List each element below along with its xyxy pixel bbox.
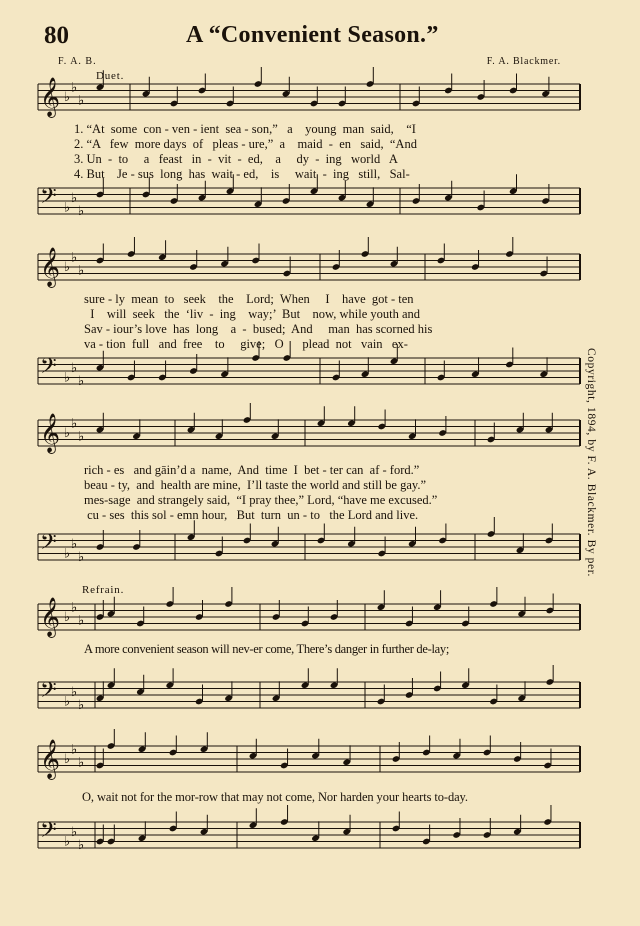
verse-line: 1. “At some con - ven - ient sea - son,” a young man said, “I [74,122,416,136]
bass-clef-icon: 𝄢 [40,530,57,560]
flat-icon: ♭ [64,752,71,767]
flat-icon: ♭ [64,370,71,386]
refrain-label: Refrain. [82,584,125,596]
verse-line: I will seek the ‘liv - ing way;’ But now, while youth and [84,307,421,321]
bass-clef-icon: 𝄢 [40,184,57,214]
refrain-line: O, wait not for the mor-row that may not come, Nor harden your hearts to-day. [82,790,468,804]
flat-icon: ♭ [71,824,78,840]
flat-icon: ♭ [78,93,85,109]
copyright-notice: Copyright, 1894, by F. A. Blackmer. By per. [585,348,597,577]
flat-icon: ♭ [78,755,85,771]
refrain-line: A more convenient season will nev-er come, There’s danger in further de-lay; [84,642,450,656]
treble-clef-icon: 𝄞 [40,247,61,287]
treble-clef-icon: 𝄞 [40,739,61,779]
page-number: 80 [44,22,69,49]
flat-icon: ♭ [71,684,78,700]
flat-icon: ♭ [71,80,78,96]
verse-line: cu - ses this sol - emn hour, But turn un - to the Lord and live. [84,508,419,522]
verse-line: mes-sage and strangely said, “I pray thee,” Lord, “have me excused.” [84,493,438,507]
flat-icon: ♭ [71,536,78,552]
flat-icon: ♭ [64,426,71,441]
verse-line: rich - es and gāin’d a name, And time I bet - ter can af - ford.” [84,463,420,477]
flat-icon: ♭ [71,250,78,266]
flat-icon: ♭ [64,546,71,562]
flat-icon: ♭ [78,549,85,565]
flat-icon: ♭ [71,360,78,376]
flat-icon: ♭ [71,742,78,758]
verse-line: va - tion full and free to give; O plead not vain ex- [84,337,408,351]
composer-credit: F. A. Blackmer. [486,56,561,67]
verse-line: 4. But Je - sus long has wait - ed, is wait - ing still, Sal- [74,167,410,181]
lyricist-credit: F. A. B. [58,56,97,67]
treble-clef-icon: 𝄞 [40,413,61,453]
duet-label: Duet. [96,70,125,82]
flat-icon: ♭ [71,600,78,616]
bass-clef-icon: 𝄢 [40,354,57,384]
flat-icon: ♭ [64,90,71,105]
flat-icon: ♭ [78,373,85,389]
flat-icon: ♭ [71,190,78,206]
flat-icon: ♭ [78,697,85,713]
flat-icon: ♭ [78,837,85,853]
treble-clef-icon: 𝄞 [40,597,61,637]
verse-line: sure - ly mean to seek the Lord; When I have got - ten [84,292,414,306]
flat-icon: ♭ [64,200,71,216]
flat-icon: ♭ [64,834,71,850]
flat-icon: ♭ [64,260,71,275]
verse-line: beau - ty, and health are mine, I’ll taste the world and still be gay.” [84,478,427,492]
verse-line: 3. Un - to a feast in - vit - ed, a dy - ing world A [74,152,398,166]
flat-icon: ♭ [71,416,78,432]
bass-clef-icon: 𝄢 [40,818,57,848]
flat-icon: ♭ [78,613,85,629]
bass-clef-icon: 𝄢 [40,678,57,708]
verse-line: Sav - iour’s love has long a - bused; And man has scorned his [84,322,433,336]
treble-clef-icon: 𝄞 [40,77,61,117]
flat-icon: ♭ [78,429,85,445]
flat-icon: ♭ [78,263,85,279]
hymn-title: A “Convenient Season.” [186,22,439,48]
verse-line: 2. “A few more days of pleas - ure,” a maid - en said, “And [74,137,417,151]
flat-icon: ♭ [64,610,71,625]
flat-icon: ♭ [78,203,85,219]
flat-icon: ♭ [64,694,71,710]
